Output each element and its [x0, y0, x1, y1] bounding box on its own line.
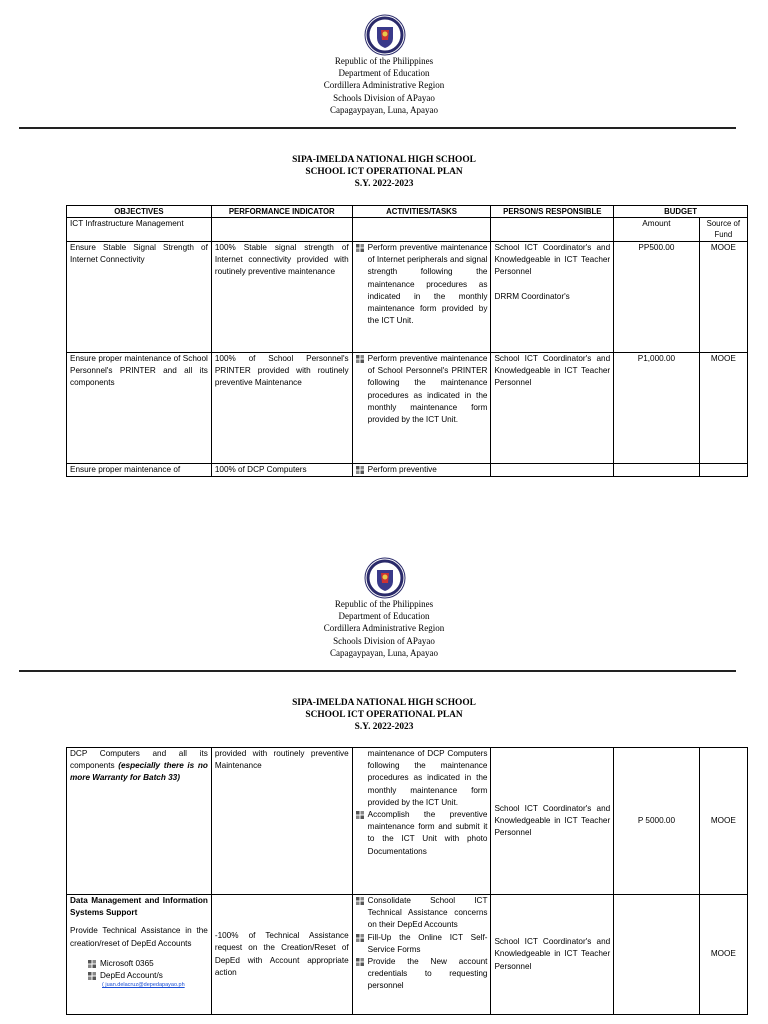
bullet-icon [88, 958, 100, 968]
activity-text: Perform preventive [367, 465, 437, 474]
person-cell: School ICT Coordinator's and Knowledgeable in ICT Teacher Personnel [491, 353, 614, 464]
objective-text: DCP Computers and all its components [70, 749, 208, 771]
table-row [67, 748, 748, 895]
header-rule [19, 670, 736, 672]
objective-cell [67, 748, 212, 895]
bullet-icon [88, 970, 100, 980]
source-cell: MOOE [699, 748, 747, 895]
objective-note: (especially there is no more Warranty for Batch 33) [70, 761, 208, 783]
activity-cell [352, 748, 491, 895]
letterhead-line5: Capagaypayan, Luna, Apayao [330, 104, 438, 115]
letterhead-line3: Cordillera Administrative Region [323, 80, 445, 91]
letterhead-line5: Capagaypayan, Luna, Apayao [330, 647, 438, 658]
indicator-cell: 100% of DCP Computers [211, 464, 352, 477]
objective-text: Provide Technical Assistance in the creation/reset of DepEd Accounts [70, 926, 208, 948]
deped-seal-icon [364, 557, 406, 599]
person-cell: School ICT Coordinator's and Knowledgeable in ICT Teacher Personnel [491, 895, 614, 1015]
indicator-cell: 100% of School Personnel's PRINTER provided with routinely preventive Maintenance [211, 353, 352, 464]
bullet-icon [356, 932, 368, 942]
table-row [67, 895, 748, 1015]
header-indicator: PERFORMANCE INDICATOR [211, 206, 352, 218]
ict-plan-table-page2 [66, 747, 748, 1015]
activity-text: Perform preventive maintenance of School Personnel's PRINTER following the maintenance procedures as indicated in the monthly maintenance form provided by the ICT Unit. [367, 354, 488, 425]
school-name: SIPA-IMELDA NATIONAL HIGH SCHOOL [292, 155, 476, 165]
activity-text: maintenance of DCP Computers following the maintenance procedures as indicated in the monthly maintenance form provided by the ICT Unit. [367, 749, 488, 807]
amount-cell: P1,000.00 [614, 353, 700, 464]
indicator-cell: -100% of Technical Assistance request on the Creation/Reset of DepEd with Account appropriate action [211, 895, 352, 1015]
bullet-icon [356, 956, 368, 966]
source-cell: MOOE [699, 242, 747, 353]
activity-text: Fill-Up the Online ICT Self-Service Forms [367, 932, 488, 954]
letterhead-line1: Republic of the Philippines [334, 56, 434, 66]
header-objectives: OBJECTIVES [67, 206, 212, 218]
activity-text: Consolidate School ICT Technical Assistance concerns on their DepEd Accounts [367, 896, 488, 930]
objective-cell: Ensure Stable Signal Strength of Internet Connectivity [67, 242, 212, 353]
indicator-cell: provided with routinely preventive Maintenance [211, 748, 352, 895]
plan-title: SCHOOL ICT OPERATIONAL PLAN [305, 167, 463, 178]
letterhead-line4: Schools Division of APayao [333, 635, 435, 646]
bullet-icon [356, 809, 368, 819]
sub-item-text: DepEd Account/s [100, 971, 163, 981]
header-amount: Amount [614, 218, 700, 242]
amount-cell: P 5000.00 [614, 748, 700, 895]
objective-cell: Ensure proper maintenance of [67, 464, 212, 477]
letterhead-line3: Cordillera Administrative Region [323, 623, 445, 634]
header-budget: BUDGET [614, 206, 748, 218]
person-text-2: DRRM Coordinator's [494, 291, 570, 301]
document-title [0, 697, 768, 734]
activity-text: Perform preventive maintenance of Internet peripherals and signal strength following the maintenance procedures as indicated in the monthly maintenance form provided by the ICT Unit. [367, 243, 488, 326]
person-cell: School ICT Coordinator's and Knowledgeable in ICT Teacher Personnel [491, 748, 614, 895]
source-cell: MOOE [699, 353, 747, 464]
letterhead-line2: Department of Education [338, 611, 430, 622]
letterhead-line1: Republic of the Philippines [334, 599, 434, 609]
school-year: S.Y. 2022-2023 [354, 179, 414, 190]
activity-text: Provide the New account credentials to requesting personnel [367, 957, 488, 991]
school-name: SIPA-IMELDA NATIONAL HIGH SCHOOL [292, 698, 476, 708]
amount-cell: PP500.00 [614, 242, 700, 353]
sub-item-text: Microsoft 0365 [100, 958, 154, 968]
bullet-icon [356, 895, 368, 905]
amount-cell [614, 895, 700, 1015]
section-title: ICT Infrastructure Management [67, 218, 212, 242]
activity-cell [352, 895, 491, 1015]
header-source: Source of Fund [699, 218, 747, 242]
activity-text: Accomplish the preventive maintenance form and submit it to the ICT Unit with photo Documentations [367, 810, 488, 856]
plan-title: SCHOOL ICT OPERATIONAL PLAN [305, 710, 463, 721]
objective-cell [67, 895, 212, 1015]
person-text: School ICT Coordinator's and Knowledgeable in ICT Teacher Personnel [494, 243, 611, 277]
letterhead-line4: Schools Division of APayao [333, 92, 435, 103]
letterhead-line2: Department of Education [338, 68, 430, 79]
header-person: PERSON/S RESPONSIBLE [491, 206, 614, 218]
source-cell: MOOE [699, 895, 747, 1015]
header-activities: ACTIVITIES/TASKS [352, 206, 491, 218]
letterhead [0, 598, 768, 659]
email-link[interactable]: ( juan.delacruz@depedapayao.ph [102, 982, 185, 989]
school-year: S.Y. 2022-2023 [354, 722, 414, 733]
indicator-cell: 100% Stable signal strength of Internet connectivity provided with routinely preventive maintenance [211, 242, 352, 353]
objective-heading: Data Management and Information Systems Support [70, 896, 208, 918]
objective-cell: Ensure proper maintenance of School Personnel's PRINTER and all its components [67, 353, 212, 464]
